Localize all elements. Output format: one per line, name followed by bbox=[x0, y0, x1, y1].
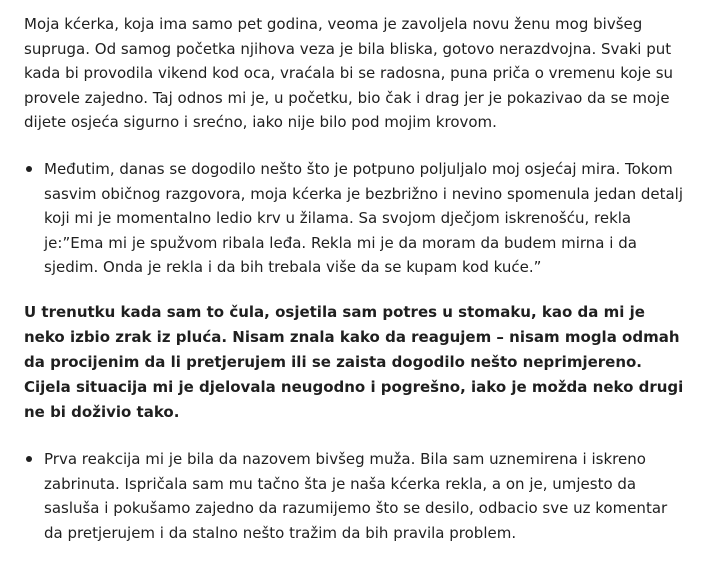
bullet-item bbox=[24, 157, 687, 280]
bold-paragraph: U trenutku kada sam to čula, osjetila sam potres u stomaku, kao da mi je neko izbio zrak iz pluća. Nisam znala kako da reagujem – nisam mogla odmah da procijenim da li pretjerujem ili se zaista dogodilo nešto neprimjereno. Cijela situacija mi je djelovala neugodno i pogrešno, iako je možda neko drugi ne bi doživio tako. bbox=[24, 302, 684, 421]
bullet-dot-icon bbox=[26, 166, 32, 172]
spacer bbox=[24, 425, 687, 447]
bullet-dot-icon bbox=[26, 456, 32, 462]
bullet-text: Prva reakcija mi je bila da nazovem bivšeg muža. Bila sam uznemirena i iskreno zabrinuta. Ispričala sam mu tačno šta je naša kćerka rekla, a on je, umjesto da sasluša i pokušamo zajedno da razumijemo što se desilo, odbacio sve uz komentar da pretjerujem i da stalno nešto tražim da bih pravila problem. bbox=[44, 449, 668, 542]
intro-paragraph: Moja kćerka, koja ima samo pet godina, veoma je zavoljela novu ženu mog bivšeg supruga. Od samog početka njihova veza je bila bliska, gotovo nerazdvojna. Svaki put kada bi provodila vikend kod oca, vraćala bi se radosna, puna priča o vremenu koje su provele zajedno. Taj odnos mi je, u početku, bio čak i drag jer je pokazivao da se moje dijete osjeća sigurno i srećno, iako nije bilo pod mojim krovom. bbox=[24, 15, 674, 132]
bullet-list-1 bbox=[24, 157, 687, 280]
spacer bbox=[24, 135, 687, 157]
bullet-list-2 bbox=[24, 447, 687, 545]
spacer bbox=[24, 280, 687, 300]
bullet-text: Međutim, danas se dogodilo nešto što je potpuno poljuljalo moj osjećaj mira. Tokom sasvim običnog razgovora, moja kćerka je bezbrižno i nevino spomenula jedan detalj koji mi je momentalno ledio krv u žilama. Sa svojom dječjom iskrenošću, rekla je:”Ema mi je spužvom ribala leđa. Rekla mi je da moram da budem mirna i da sjedim. Onda je rekla i da bih trebala više da se kupam kod kuće.” bbox=[44, 159, 684, 277]
bullet-item bbox=[24, 447, 687, 545]
